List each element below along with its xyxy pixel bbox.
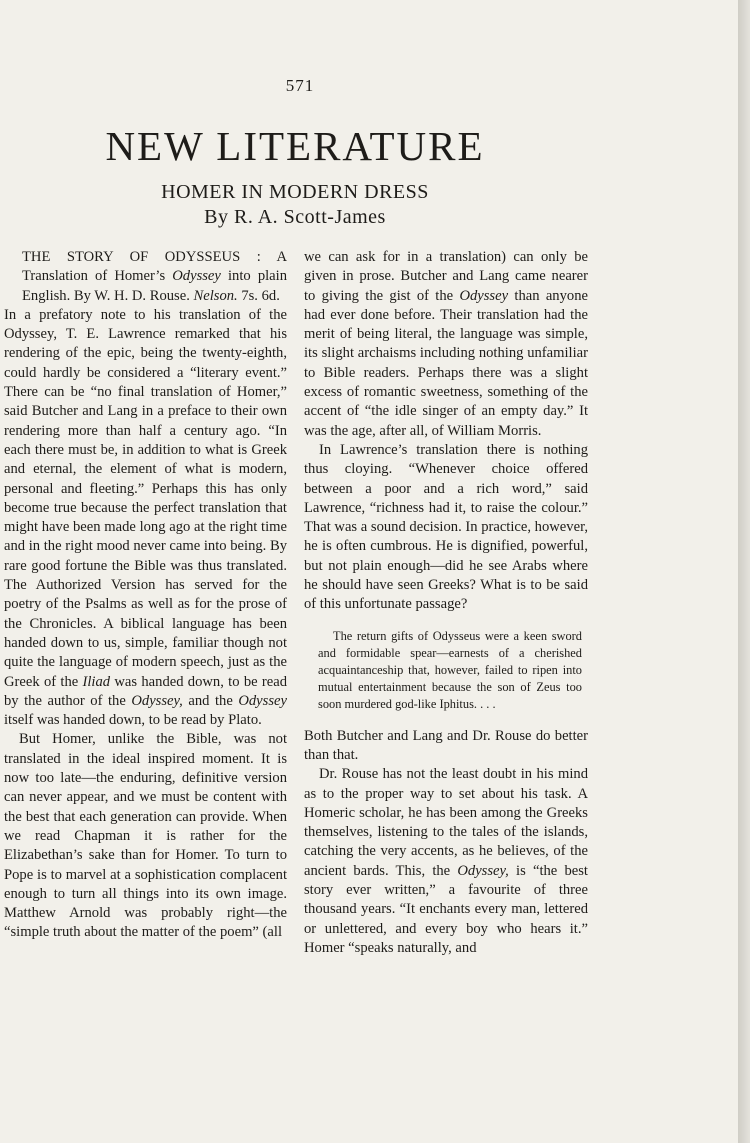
paragraph: Both Butcher and Lang and Dr. Rouse do better than that. [304,727,588,763]
paragraph: In a prefatory note to his translation of the Odyssey, T. E. Lawrence remarked that his rendering of the epic, being the twenty-eighth, could hardly be considered a “literary event.” There can be “no final translation of Homer,” said Butcher and Lang in a preface to their own rendering more than half a century ago. “In each there must be, in addition to what is Greek and eternal, the element of what is modern, personal and fleeting.” Perhaps this has only become true because the perfect translation that might have been made long ago at the right time and in the right mood never came into being. By rare good fortune the Bible was thus translated. The Authorized Version has served for the poetry of the Psalms as well as for the prose of the Chronicles. A biblical language has been handed down to us, simple, familiar though not quite the language of modern speech, just as the Greek of the Iliad was handed down, to be read by the author of the Odyssey, and the Odyssey itself was handed down, to be read by Plato. [4,306,287,729]
paragraph: In Lawrence’s translation there is nothing thus cloying. “Whenever choice offered between a poor and a rich word,” said Lawrence, “richness had it, to raise the colour.” That was a sound decision. In practice, however, he is often cumbrous. He is dignified, powerful, but not plain enough—did he see Arabs where he should have seen Greeks? What is to be said of this unfortunate passage? [304,441,588,613]
paragraph: But Homer, unlike the Bible, was not translated in the ideal inspired moment. It is now too late—the enduring, definitive version can never appear, and we must be content with the best that each generation can provide. When we read Chapman it is rather for the Elizabethan’s sake than for Homer. To turn to Pope is to marvel at a sophistication complacent enough to turn all things into its own image. Matthew Arnold was probably right—the “simple truth about the matter of the poem” (all [4,731,287,941]
page-edge [738,0,750,1143]
article-title: HOMER IN MODERN DRESS [161,181,429,203]
price: 7s. 6d. [237,287,280,304]
section-title: NEW LITERATURE [105,123,485,169]
byline: By R. A. Scott-James [204,206,386,228]
right-column [304,248,588,958]
book-title: THE STORY OF ODYSSEUS [22,249,241,265]
publisher: Nelson. [193,287,238,304]
review-heading: THE STORY OF ODYSSEUS : A Translation of Homer’s Odyssey into plain English. By W. H. D. Rouse. Nelson. 7s. 6d. [22,249,288,304]
block-quote: The return gifts of Odysseus were a keen sword and formidable spear—earnests of a cherished acquaintanceship that, however, failed to ripen into mutual entertainment because the son of Zeus too soon murdered god-like Iphitus. . . . [318,628,582,712]
paragraph: we can ask for in a translation) can only be given in prose. Butcher and Lang came nearer to giving the gist of the Odyssey than anyone had ever done before. Their translation had the merit of being literal, the language was simple, its slight archaisms including nothing unfamiliar to Bible readers. Perhaps there was a slight excess of romantic sweetness, something of the accent of “the idle singer of an empty day.” It was the age, after all, of William Morris. [304,249,588,439]
page-number: 571 [285,76,315,95]
paragraph: Dr. Rouse has not the least doubt in his mind as to the proper way to set about his task. A Homeric scholar, he has been among the Greeks themselves, listening to the tales of the islands, catching the very accents, as he believes, of the ancient bards. This, the Odyssey, is “the best story ever written,” a favourite of three thousand years. “It enchants every man, lettered or unlettered, and every boy who hears it.” Homer “speaks naturally, and [304,766,588,956]
left-column [4,248,287,943]
